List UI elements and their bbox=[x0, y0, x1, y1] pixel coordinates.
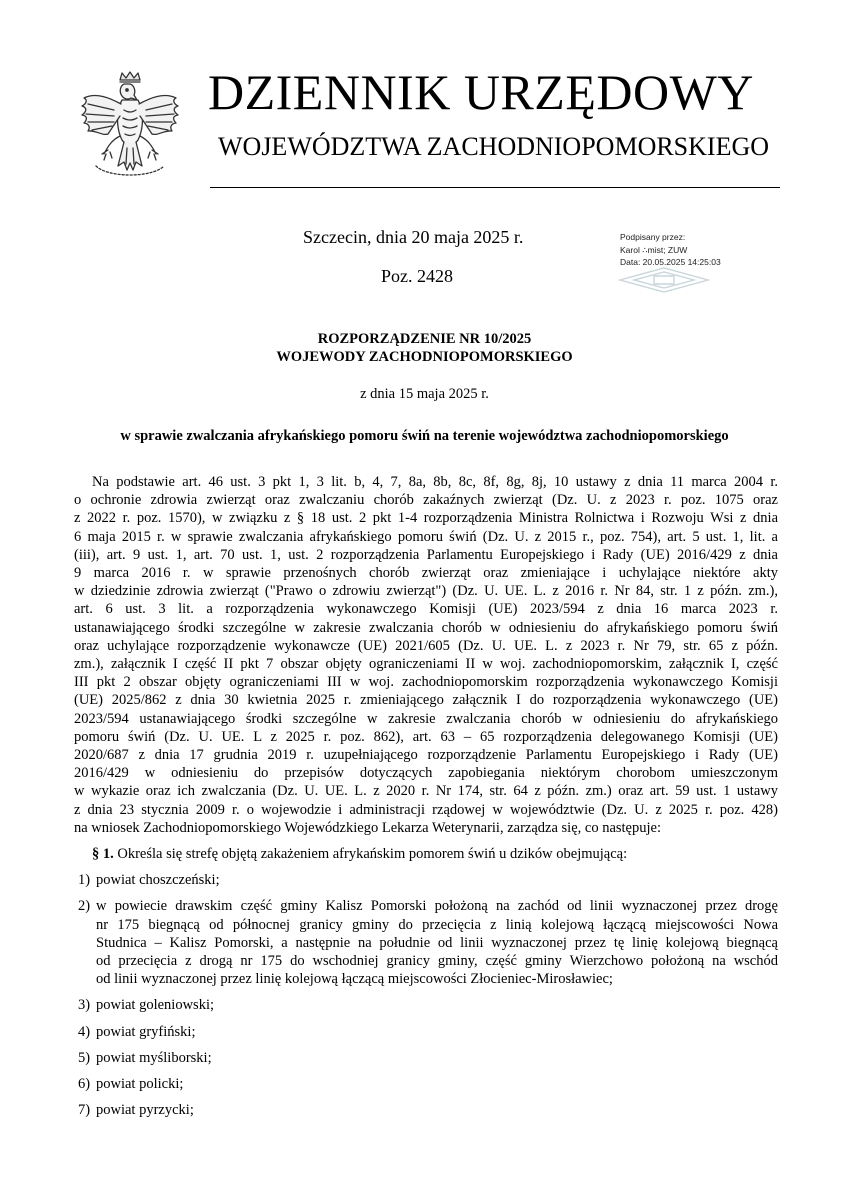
preamble-line: zm.), załącznik I część II pkt 7 obszar objęty ograniczeniami II w woj. zachodniopomorskim, załącznik I, część bbox=[74, 656, 778, 673]
list-item-text: od przecięcia z drogą nr 175 do wschodniej granicy gminy, część gminy Wierzchowo położoną na wschód bbox=[96, 953, 778, 970]
digital-signature bbox=[620, 231, 770, 269]
signature-signed-by: Podpisany przez: bbox=[620, 232, 686, 242]
list-item bbox=[74, 996, 778, 1014]
preamble-line: Na podstawie art. 46 ust. 3 pkt 1, 3 lit. b, 4, 7, 8a, 8b, 8c, 8f, 8g, 8j, 10 ustawy z dnia 11 marca 2004 r. bbox=[92, 474, 778, 490]
act-date: z dnia 15 maja 2025 r. bbox=[360, 386, 489, 402]
list-item-text: powiat myśliborski; bbox=[96, 1049, 212, 1066]
list-item-text: od linii wyznaczonej przez linię kolejową łączącą miejscowości Złocieniec-Mirosławiec; bbox=[96, 971, 613, 988]
act-title-line1: ROZPORZĄDZENIE NR 10/2025 bbox=[317, 331, 532, 347]
preamble-line: ustanawiającego środki szczególne w zakresie zwalczania chorób w odniesieniu do afrykańskiego pomoru świń bbox=[74, 619, 778, 636]
preamble-line: z dnia 23 stycznia 2009 r. o wojewodzie i administracji rządowej w województwie (Dz. U. z 2025 r. poz. 428) bbox=[74, 801, 778, 818]
preamble-line: na wniosek Zachodniopomorskiego Wojewódzkiego Lekarza Weterynarii, zarządza się, co następuje: bbox=[74, 819, 661, 836]
preamble-line: pomoru świń (Dz. U. UE. L z 2025 r. poz. 862), art. 63 – 65 rozporządzenia delegowanego Komisji (UE) bbox=[74, 728, 778, 745]
preamble-line: (UE) 2025/862 z dnia 30 kwietnia 2025 r. zmieniającego załącznik I do rozporządzenia wykonawczego (UE) bbox=[74, 692, 778, 709]
list-item bbox=[74, 1049, 778, 1067]
preamble-line: 6 maja 2015 r. w sprawie zwalczania afrykańskiego pomoru świń (Dz. U. z 2015 r., poz. 754), art. 5 ust. 1, lit. a bbox=[74, 528, 778, 545]
list-item-number: 2) bbox=[78, 898, 91, 915]
list-item-text: powiat gryfiński; bbox=[96, 1023, 196, 1040]
preamble-line: o ochronie zdrowia zwierząt oraz zwalczaniu chorób zakaźnych zwierząt (Dz. U. z 2023 r. poz. 1075 oraz bbox=[74, 492, 778, 509]
preamble-line: 2020/687 z dnia 17 grudnia 2019 r. uzupełniającego rozporządzenie Parlamentu Europejskiego i Rady (UE) bbox=[74, 747, 778, 764]
signature-seal-icon bbox=[616, 266, 712, 294]
act-title-line2: WOJEWODY ZACHODNIOPOMORSKIEGO bbox=[276, 349, 573, 365]
list-item-text: Studnica – Kalisz Pomorski, a następnie na południe od linii wyznaczonej przez tę linię kolejową biegnącą bbox=[96, 934, 778, 951]
list-item-text: powiat choszczeński; bbox=[96, 872, 220, 889]
list-item-text: powiat policki; bbox=[96, 1076, 184, 1093]
list-item bbox=[74, 897, 778, 988]
preamble-line: III pkt 2 obszar objęty ograniczeniami III w woj. zachodniopomorskim rozporządzenia wykonawczego Komisji bbox=[74, 674, 778, 691]
preamble-line: w dziedzinie zdrowia zwierząt ("Prawo o zdrowiu zwierząt") (Dz. U. UE. L. z 2016 r. Nr 84, str. 1 z późn. zm.), bbox=[74, 583, 778, 600]
signature-date: Data: 20.05.2025 14:25:03 bbox=[620, 257, 721, 267]
zone-list bbox=[74, 871, 778, 1119]
list-item-number: 1) bbox=[78, 872, 91, 889]
list-item-number: 6) bbox=[78, 1076, 91, 1093]
section-1-text: Określa się strefę objętą zakażeniem afrykańskim pomorem świń u dzików obejmującą: bbox=[117, 846, 628, 863]
list-item bbox=[74, 871, 778, 889]
masthead-divider bbox=[210, 187, 780, 188]
preamble-line: w wykazie oraz ich zwalczania (Dz. U. UE. L. z 2020 r. Nr 174, str. 64 z późn. zm.) oraz art. 59 ust. 1 ustawy bbox=[74, 783, 778, 800]
preamble-line: z 2022 r. poz. 1570), w związku z § 18 ust. 2 pkt 1-4 rozporządzenia Ministra Rolnictwa i Rozwoju Wsi z dnia bbox=[74, 510, 778, 527]
preamble-line: (iii), art. 9 ust. 1, art. 70 ust. 1, ust. 2 rozporządzenia Parlamentu Europejskiego i Rady (UE) 2016/429 z dnia bbox=[74, 546, 778, 563]
list-item-text: powiat pyrzycki; bbox=[96, 1102, 194, 1119]
journal-title: DZIENNIK URZĘDOWY bbox=[208, 64, 754, 120]
signature-signer: Karol ∴mist; ZUW bbox=[620, 244, 688, 255]
list-item-number: 3) bbox=[78, 997, 91, 1014]
list-item bbox=[74, 1075, 778, 1093]
legal-basis-preamble bbox=[74, 473, 778, 837]
section-1-mark: § 1. bbox=[92, 846, 114, 863]
preamble-line: art. 6 ust. 3 lit. a rozporządzenia wykonawczego Komisji (UE) 2023/594 z dnia 16 marca 2023 r. bbox=[74, 601, 778, 618]
polish-eagle-emblem-icon bbox=[74, 70, 186, 188]
act-subject: w sprawie zwalczania afrykańskiego pomoru świń na terenie województwa zachodniopomorskiego bbox=[120, 428, 729, 444]
preamble-line: oraz uchylające rozporządzenie wykonawcze (UE) 2021/605 (Dz. U. UE. L. z 2023 r. Nr 79, str. 65 z późn. bbox=[74, 637, 778, 654]
journal-subtitle: WOJEWÓDZTWA ZACHODNIOPOMORSKIEGO bbox=[218, 132, 770, 161]
preamble-line: 9 marca 2016 r. w sprawie przenośnych chorób zwierząt oraz zmieniające i uchylające niektóre akty bbox=[74, 565, 778, 582]
preamble-line: 2023/594 ustanawiającego środki szczególne w zakresie zwalczania chorób w odniesieniu do afrykańskiego bbox=[74, 710, 778, 727]
list-item-text: w powiecie drawskim część gminy Kalisz Pomorski położoną na zachód od linii wyznaczonej przez drogę bbox=[96, 898, 778, 915]
list-item-number: 7) bbox=[78, 1102, 91, 1119]
list-item-number: 5) bbox=[78, 1049, 91, 1066]
list-item bbox=[74, 1101, 778, 1119]
document-body bbox=[74, 473, 778, 1120]
list-item-number: 4) bbox=[78, 1023, 91, 1040]
list-item-text: nr 175 biegnącą od północnej granicy gminy do przecięcia z linią kolejową łączącą miejscowości Nowa bbox=[96, 916, 778, 933]
publication-date: Szczecin, dnia 20 maja 2025 r. bbox=[303, 227, 524, 247]
position-number: Poz. 2428 bbox=[381, 266, 453, 286]
preamble-line: 2016/429 w odniesieniu do przepisów dotyczących zapobiegania niektórym chorobom umieszczonym bbox=[74, 765, 778, 782]
section-1-paragraph bbox=[74, 845, 778, 863]
list-item bbox=[74, 1023, 778, 1041]
list-item-text: powiat goleniowski; bbox=[96, 997, 215, 1014]
